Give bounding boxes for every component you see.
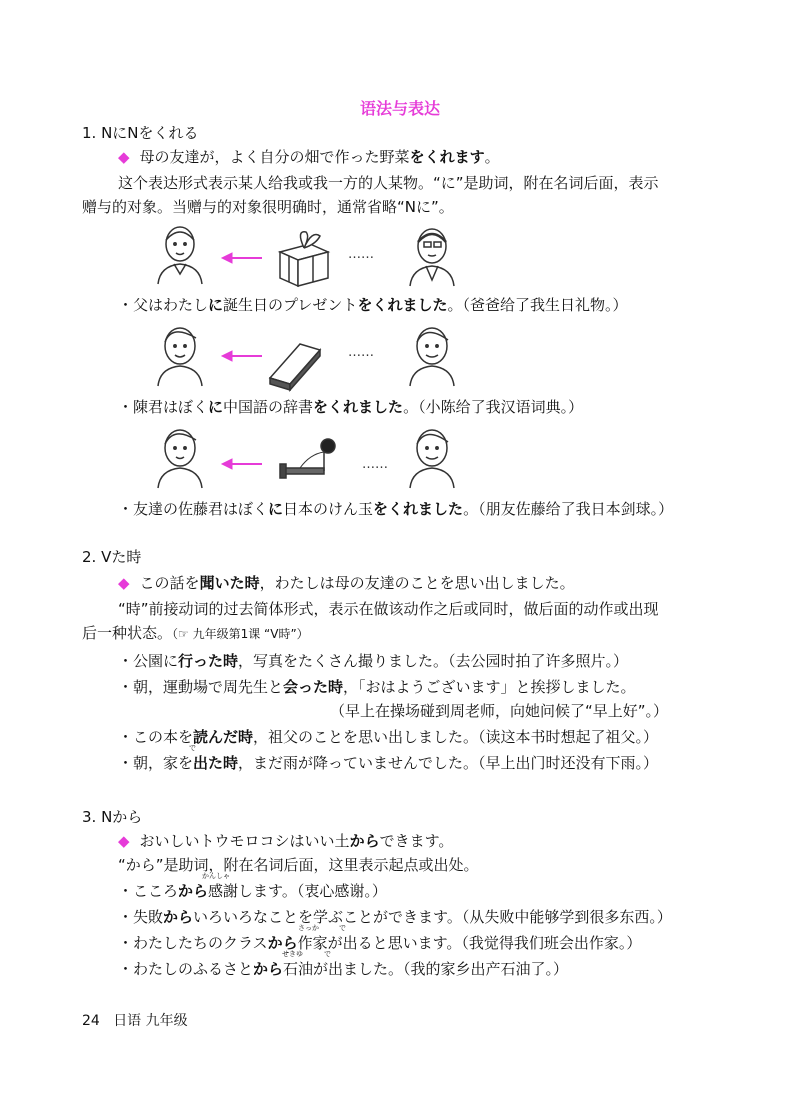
page-title: 语法与表达	[359, 99, 440, 118]
kendama-icon	[280, 439, 335, 478]
dots-text: ……	[362, 457, 388, 472]
section-2-desc-line2: 后一种状态。（☞ 九年级第1课 “V時”）	[82, 624, 309, 642]
boy-figure-icon	[410, 430, 454, 488]
diamond-bullet-icon: ◆	[118, 832, 130, 850]
gift-box-icon	[280, 232, 328, 286]
boy-figure-icon	[158, 328, 202, 386]
dots-text: ……	[348, 345, 374, 360]
page-number: 24	[82, 1013, 100, 1029]
diamond-bullet-icon: ◆	[118, 148, 130, 166]
section-1-example: ◆ 母の友達が，よく自分の畑で作った野菜をくれます。	[118, 148, 500, 166]
section-1-item-3: ・友達の佐藤君はぼくに日本のけん玉をくれました。（朋友佐藤给了我日本剑球。）	[118, 500, 674, 518]
section-2-item-3: ・この本を読んだ時，祖父のことを思い出しました。（读这本书时想起了祖父。）	[118, 728, 659, 746]
section-1-heading: 1. NにNをくれる	[82, 124, 199, 142]
ruby-kansha: かんしゃ	[202, 872, 230, 880]
section-3-item-2: ・失敗からいろいろなことを学ぶことができます。（从失败中能够学到很多东西。）	[118, 908, 672, 926]
illustration-girl-gift-father	[150, 222, 470, 290]
section-1-item-2: ・陳君はぼくに中国語の辞書をくれました。（小陈给了我汉语词典。）	[118, 398, 584, 416]
section-2-heading: 2. Vた時	[82, 548, 142, 566]
section-2-item-4: ・朝，家を出た時，まだ雨が降っていませんでした。（早上出门时还没有下雨。）	[118, 754, 659, 772]
section-2-item-1: ・公園に行った時，写真をたくさん撮りました。（去公园时拍了许多照片。）	[118, 652, 629, 670]
boy-figure-icon	[158, 430, 202, 488]
page-footer	[82, 1010, 188, 1030]
ruby-de: で	[339, 924, 346, 932]
illustration-boy-kendama-boy	[150, 424, 470, 492]
arrow-left-icon	[222, 459, 262, 469]
book-title: 日语 九年级	[113, 1013, 188, 1029]
dots-text: ……	[348, 247, 374, 262]
section-3-desc-line1: “から”是助词，附在名词后面，这里表示起点或出处。	[118, 856, 479, 874]
boy-figure-icon	[410, 328, 454, 386]
section-1-desc-line1: 这个表达形式表示某人给我或我一方的人某物。“に”是助词，附在名词后面，表示	[118, 174, 659, 192]
section-3-item-1: ・こころから感謝します。（衷心感谢。）	[118, 882, 387, 900]
ruby-de: で	[324, 950, 331, 958]
section-3-heading: 3. Nから	[82, 808, 143, 826]
arrow-left-icon	[222, 253, 262, 263]
section-2-desc-line1: “時”前接动词的过去简体形式，表示在做该动作之后或同时，做后面的动作或出现	[118, 600, 659, 618]
ruby-sakka: さっか	[298, 924, 319, 932]
section-1-item-1: ・父はわたしに誕生日のプレゼントをくれました。（爸爸给了我生日礼物。）	[118, 296, 628, 314]
section-3-item-3: ・わたしたちのクラスから作家が出ると思います。（我觉得我们班会出作家。）	[118, 934, 642, 952]
diamond-bullet-icon: ◆	[118, 574, 130, 592]
section-2-example: ◆ この話を聞いた時，わたしは母の友達のことを思い出しました。	[118, 574, 575, 592]
section-2-item-2: ・朝，運動場で周先生と会った時，「おはようございます」と挨拶しました。	[118, 678, 636, 696]
illustration-boy-dictionary-boy	[150, 322, 470, 390]
section-3-example: ◆ おいしいトウモロコシはいい土からできます。	[118, 832, 454, 850]
section-3-item-4: ・わたしのふるさとから石油が出ました。（我的家乡出产石油了。）	[118, 960, 569, 978]
section-1-desc-line2: 赠与的对象。当赠与的对象很明确时，通常省略“Nに”。	[82, 198, 454, 216]
arrow-left-icon	[222, 351, 262, 361]
dictionary-book-icon	[270, 344, 320, 390]
father-figure-icon	[410, 229, 454, 286]
section-2-item-2-translation: （早上在操场碰到周老师，向她问候了“早上好”。）	[330, 702, 669, 720]
ruby-sekiyu: せきゆ	[282, 950, 303, 958]
girl-figure-icon	[158, 227, 202, 284]
ruby-de: で	[189, 744, 196, 752]
